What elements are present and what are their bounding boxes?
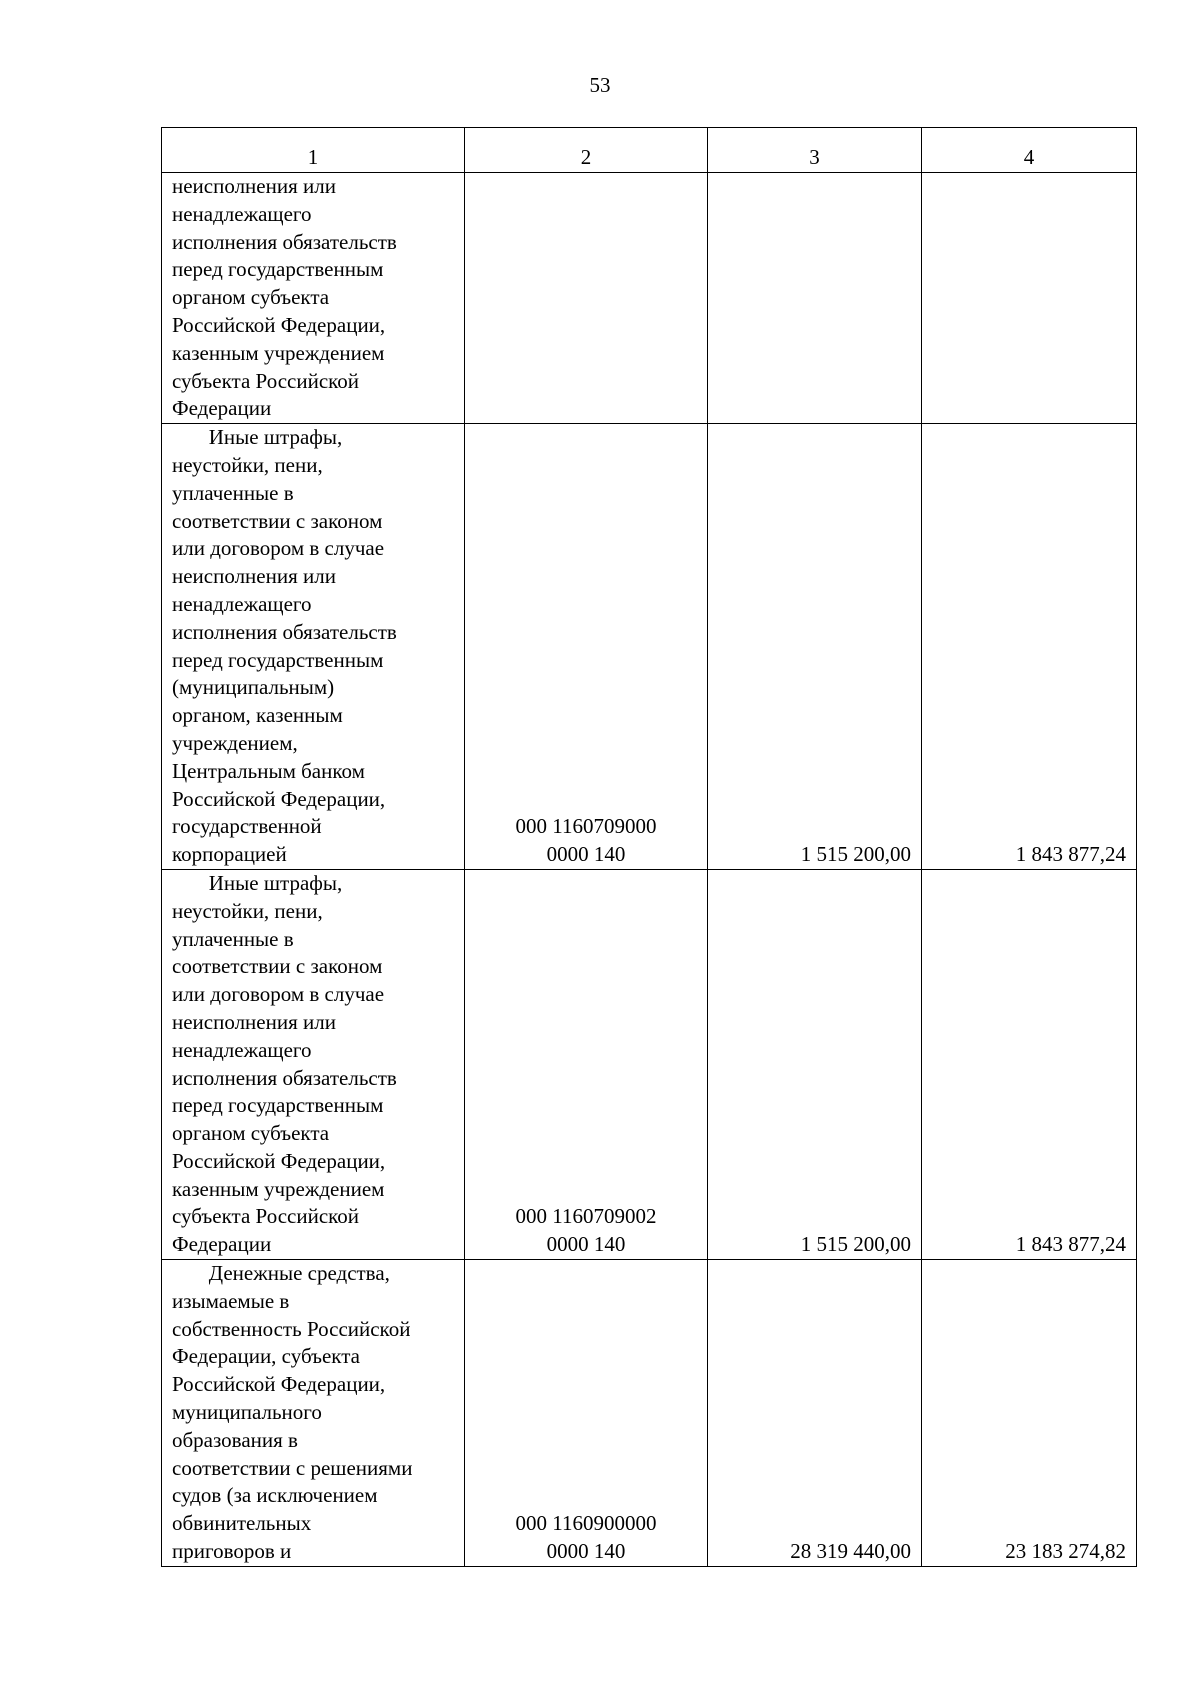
row-description: неисполнения или ненадлежащего исполнения обязательств перед государственным органом субъекта Российской Федерации, казенным учреждением субъекта Российской Федерации (162, 173, 465, 424)
column-header-3: 3 (708, 128, 922, 173)
row-code: 000 1160900000 0000 140 (465, 1260, 708, 1567)
row-code: 000 1160709002 0000 140 (465, 869, 708, 1259)
row-description: Иные штрафы, неустойки, пени, уплаченные в соответствии с законом или договором в случае неисполнения или ненадлежащего исполнения обязательств перед государственным органом субъекта Российской Федерации, казенным учреждением субъекта Российской Федерации (162, 869, 465, 1259)
table-row (162, 1260, 1137, 1567)
page-number: 53 (589, 73, 611, 97)
table-row (162, 173, 1137, 424)
row-value-4 (922, 173, 1137, 424)
header-row (162, 128, 1137, 173)
row-value-3: 1 515 200,00 (708, 869, 922, 1259)
row-description: Иные штрафы, неустойки, пени, уплаченные в соответствии с законом или договором в случае неисполнения или ненадлежащего исполнения обязательств перед государственным (муниципальным) органом, казенным учреждением, Центральным банком Российской Федерации, государственной корпорацией (162, 424, 465, 870)
column-header-4: 4 (922, 128, 1137, 173)
budget-table (161, 127, 1137, 1567)
table-row (162, 869, 1137, 1259)
row-value-3: 28 319 440,00 (708, 1260, 922, 1567)
row-value-4: 23 183 274,82 (922, 1260, 1137, 1567)
table-row (162, 424, 1137, 870)
column-header-2: 2 (465, 128, 708, 173)
row-code (465, 173, 708, 424)
row-code: 000 1160709000 0000 140 (465, 424, 708, 870)
row-value-4: 1 843 877,24 (922, 424, 1137, 870)
row-value-3 (708, 173, 922, 424)
row-value-4: 1 843 877,24 (922, 869, 1137, 1259)
column-header-1: 1 (162, 128, 465, 173)
row-value-3: 1 515 200,00 (708, 424, 922, 870)
row-description: Денежные средства, изымаемые в собственность Российской Федерации, субъекта Российской Федерации, муниципального образования в соответствии с решениями судов (за исключением обвинительных приговоров и (162, 1260, 465, 1567)
